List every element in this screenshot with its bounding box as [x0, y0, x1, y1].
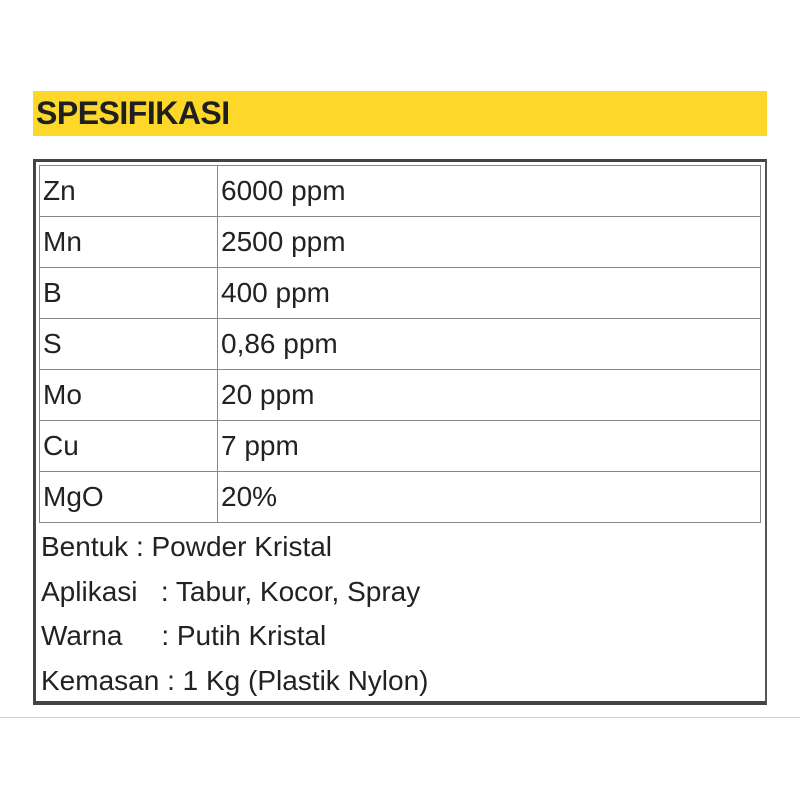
value-cell: 20 ppm [218, 370, 761, 421]
element-cell: B [40, 268, 218, 319]
value-cell: 400 ppm [218, 268, 761, 319]
value-cell: 7 ppm [218, 421, 761, 472]
element-cell: Mo [40, 370, 218, 421]
bottom-divider [0, 717, 800, 718]
table-row [40, 472, 761, 523]
page-title: SPESIFIKASI [36, 95, 230, 131]
table-row [40, 319, 761, 370]
value-cell: 2500 ppm [218, 217, 761, 268]
table-row [40, 166, 761, 217]
table-row [40, 421, 761, 472]
header-bar [33, 91, 767, 136]
element-cell: Cu [40, 421, 218, 472]
table-row [40, 268, 761, 319]
value-cell: 20% [218, 472, 761, 523]
element-cell: Mn [40, 217, 218, 268]
table-row [40, 217, 761, 268]
value-cell: 6000 ppm [218, 166, 761, 217]
spec-notes [41, 525, 761, 703]
spec-table [39, 165, 761, 523]
value-cell: 0,86 ppm [218, 319, 761, 370]
note-bentuk: Bentuk : Powder Kristal [41, 531, 333, 562]
element-cell: S [40, 319, 218, 370]
spec-box [33, 159, 767, 705]
element-cell: MgO [40, 472, 218, 523]
note-kemasan: Kemasan : 1 Kg (Plastik Nylon) [41, 664, 429, 696]
note-aplikasi: Aplikasi : Tabur, Kocor, Spray [41, 575, 421, 607]
note-warna: Warna : Putih Kristal [41, 620, 327, 651]
element-cell: Zn [40, 166, 218, 217]
table-row [40, 370, 761, 421]
